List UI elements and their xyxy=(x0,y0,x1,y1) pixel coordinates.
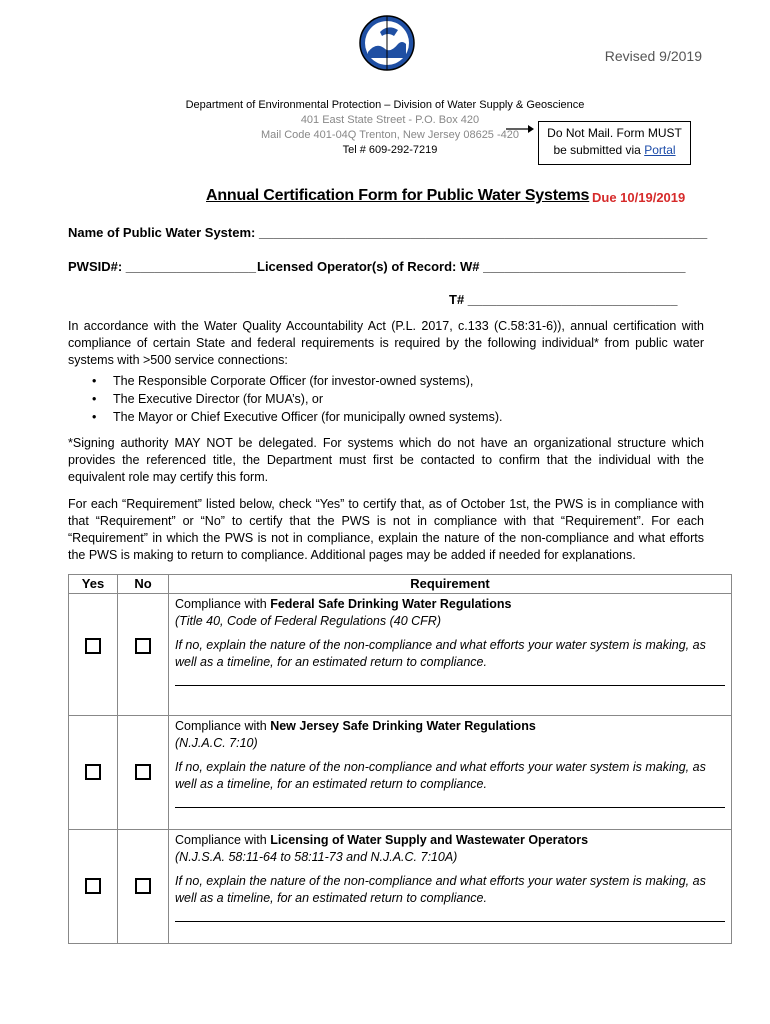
requirement-header: Requirement xyxy=(169,575,732,594)
signing-note: *Signing authority MAY NOT be delegated. For systems which do not have an organizational structure which provides the referenced title, the Department must first be contacted to confirm that the individual with the equivalent role may certify this form. xyxy=(68,436,704,484)
yes-checkbox-licensing[interactable] xyxy=(85,878,101,894)
address-line-1: 401 East State Street - P.O. Box 420 xyxy=(300,114,480,126)
table-row xyxy=(69,716,732,830)
form-title: Annual Certification Form for Public Water Systems xyxy=(206,187,590,204)
table-row xyxy=(69,830,732,944)
no-checkbox-federal[interactable] xyxy=(135,638,151,654)
explanation-line[interactable] xyxy=(175,671,725,686)
table-row xyxy=(69,594,732,716)
yes-header: Yes xyxy=(69,575,118,594)
no-checkbox-licensing[interactable] xyxy=(135,878,151,894)
requirement-licensing: Compliance with Licensing of Water Supply and Wastewater Operators (N.J.S.A. 58:11-64 to 58:11-73 and N.J.A.C. 7:10A) If no, explain the nature of the non-compliance and what efforts your water system is making, as well as a timeline, for an estimated return to compliance. xyxy=(169,830,732,944)
list-item: • The Executive Director (for MUA’s), or xyxy=(88,390,688,408)
instructions-paragraph xyxy=(68,496,704,564)
notice-line-2: be submitted via Portal xyxy=(553,143,676,157)
due-date: Due 10/19/2019 xyxy=(592,190,686,205)
no-header: No xyxy=(118,575,169,594)
table-header-row xyxy=(69,575,732,594)
yes-checkbox-nj[interactable] xyxy=(85,764,101,780)
nj-dep-logo xyxy=(358,14,416,72)
requirement-citation: (N.J.A.C. 7:10) xyxy=(175,736,258,750)
agency-name: Department of Environmental Protection – Division of Water Supply & Geoscience xyxy=(185,99,585,111)
submission-notice xyxy=(538,121,691,165)
explanation-line[interactable] xyxy=(175,793,725,808)
list-item: • The Responsible Corporate Officer (for investor-owned systems), xyxy=(88,372,688,390)
explain-prompt: If no, explain the nature of the non-compliance and what efforts your water system is making, as well as a timeline, for an estimated return to compliance. xyxy=(175,874,706,905)
address-line-2: Mail Code 401-04Q Trenton, New Jersey 08625 -420 xyxy=(260,129,520,141)
signatory-list xyxy=(88,372,688,426)
requirement-nj: Compliance with New Jersey Safe Drinking Water Regulations (N.J.A.C. 7:10) If no, explain the nature of the non-compliance and what efforts your water system is making, as well as a timeline, for an estimated return to compliance. xyxy=(169,716,732,830)
telephone: Tel # 609-292-7219 xyxy=(342,144,438,156)
yes-checkbox-federal[interactable] xyxy=(85,638,101,654)
requirement-law: Federal Safe Drinking Water Regulations xyxy=(270,597,512,611)
t-number-field[interactable]: T# _____________________________ xyxy=(449,292,678,307)
intro-paragraph: In accordance with the Water Quality Accountability Act (P.L. 2017, c.133 (C.58:31-6)), annual certification with compliance of certain State and federal requirements is required by the following individual* from public water systems with >500 service connections: xyxy=(68,319,704,367)
portal-link[interactable]: Portal xyxy=(644,143,676,157)
requirement-law: Licensing of Water Supply and Wastewater Operators xyxy=(270,833,589,847)
explain-prompt: If no, explain the nature of the non-compliance and what efforts your water system is making, as well as a timeline, for an estimated return to compliance. xyxy=(175,638,706,669)
system-name-field[interactable]: Name of Public Water System: ______________________________________________________________ xyxy=(68,225,708,240)
requirement-citation: (N.J.S.A. 58:11-64 to 58:11-73 and N.J.A.C. 7:10A) xyxy=(175,850,458,864)
revised-date: Revised 9/2019 xyxy=(604,48,702,64)
instructions-text: For each “Requirement” listed below, check “Yes” to certify that, as of October 1st, the PWS is in compliance with that “Requirement” or “No” to certify that the PWS is not in compliance with that “Requirement”. For each “Requirement” in which the PWS is not in compliance, explain the nature of the non-compliance and what efforts the PWS is making to return to compliance. Additional pages may be added if needed for explanations. xyxy=(68,497,704,562)
requirement-citation: (Title 40, Code of Federal Regulations (40 CFR) xyxy=(175,614,441,628)
arrow-right-icon xyxy=(506,124,534,134)
explanation-line[interactable] xyxy=(175,907,725,922)
no-checkbox-nj[interactable] xyxy=(135,764,151,780)
requirement-federal: Compliance with Federal Safe Drinking Water Regulations (Title 40, Code of Federal Regulations (40 CFR) If no, explain the nature of the non-compliance and what efforts your water system is making, as well as a timeline, for an estimated return to compliance. xyxy=(169,594,732,716)
list-item: • The Mayor or Chief Executive Officer (for municipally owned systems). xyxy=(88,408,688,426)
operator-field[interactable]: Licensed Operator(s) of Record: W# ____________________________ xyxy=(257,259,686,274)
explain-prompt: If no, explain the nature of the non-compliance and what efforts your water system is making, as well as a timeline, for an estimated return to compliance. xyxy=(175,760,706,791)
notice-line-1: Do Not Mail. Form MUST xyxy=(547,126,682,140)
pwsid-field[interactable]: PWSID#: __________________ xyxy=(68,259,256,274)
requirements-table xyxy=(68,574,732,944)
requirement-law: New Jersey Safe Drinking Water Regulations xyxy=(270,719,536,733)
